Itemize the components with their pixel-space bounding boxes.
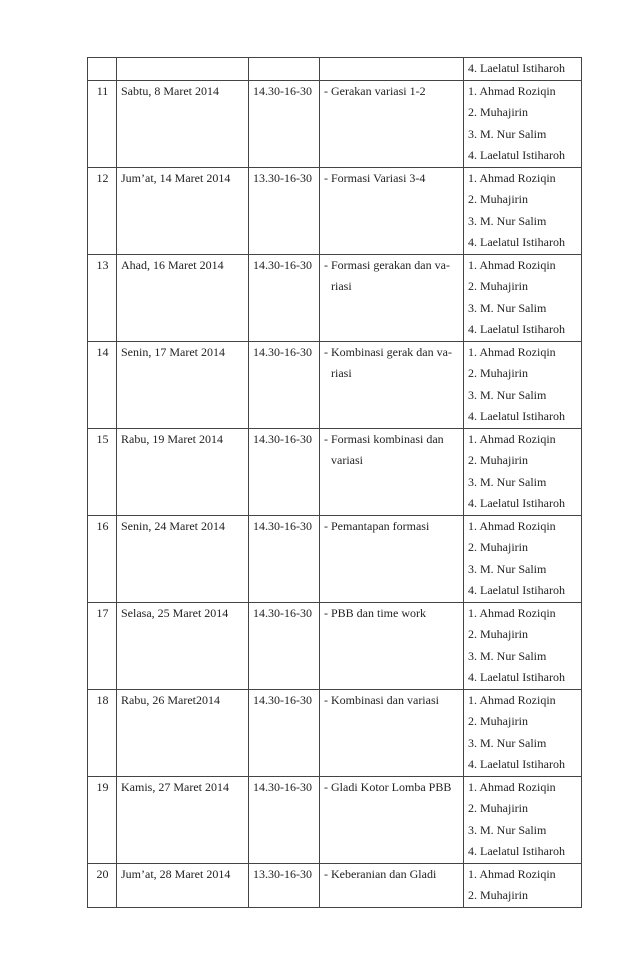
pelatih-line: 1. Ahmad Roziqin: [468, 83, 556, 98]
table-row: [88, 341, 582, 428]
pelatih-line: 4. Laelatul Istiharoh: [468, 235, 565, 249]
cell-no: 16: [88, 515, 117, 602]
kegiatan-line: - Formasi kombinasi dan: [324, 431, 444, 446]
cell-kegiatan: [320, 515, 464, 602]
schedule-table-body: [88, 58, 582, 908]
pelatih-line: 2. Muhajirin: [468, 453, 528, 467]
cell-kegiatan: [320, 602, 464, 689]
pelatih-line: 3. M. Nur Salim: [468, 474, 547, 489]
cell-waktu: 14.30-16-30: [249, 776, 320, 863]
cell-waktu: 14.30-16-30: [249, 515, 320, 602]
table-row: [88, 689, 582, 776]
cell-no: 19: [88, 776, 117, 863]
cell-hari: Jum’at, 28 Maret 2014: [117, 863, 249, 907]
cell-pelatih: [464, 58, 582, 81]
kegiatan-line: - Formasi gerakan dan va-: [324, 257, 450, 272]
cell-hari: Selasa, 25 Maret 2014: [117, 602, 249, 689]
kegiatan-line: - Gerakan variasi 1-2: [324, 83, 426, 98]
pelatih-line: 2. Muhajirin: [468, 888, 528, 902]
cell-kegiatan: [320, 167, 464, 254]
cell-waktu: 14.30-16-30: [249, 689, 320, 776]
cell-no: [88, 58, 117, 81]
cell-kegiatan: [320, 254, 464, 341]
pelatih-line: 2. Muhajirin: [468, 105, 528, 119]
pelatih-line: 1. Ahmad Roziqin: [468, 518, 556, 533]
pelatih-line: 4. Laelatul Istiharoh: [468, 322, 565, 336]
cell-hari: Rabu, 26 Maret2014: [117, 689, 249, 776]
kegiatan-line: riasi: [331, 366, 352, 380]
cell-hari: Kamis, 27 Maret 2014: [117, 776, 249, 863]
kegiatan-line: - Kombinasi dan variasi: [324, 692, 439, 707]
cell-kegiatan: [320, 428, 464, 515]
cell-waktu: 13.30-16-30: [249, 863, 320, 907]
table-row: [88, 515, 582, 602]
cell-pelatih: [464, 863, 582, 907]
kegiatan-line: - Keberanian dan Gladi: [324, 866, 437, 881]
cell-hari: Sabtu, 8 Maret 2014: [117, 80, 249, 167]
cell-pelatih: [464, 80, 582, 167]
pelatih-line: 1. Ahmad Roziqin: [468, 779, 556, 794]
cell-hari: [117, 58, 249, 81]
pelatih-line: 3. M. Nur Salim: [468, 822, 547, 837]
kegiatan-line: - Kombinasi gerak dan va-: [324, 344, 452, 359]
cell-pelatih: [464, 341, 582, 428]
cell-waktu: 14.30-16-30: [249, 80, 320, 167]
table-row: [88, 602, 582, 689]
cell-hari: Senin, 17 Maret 2014: [117, 341, 249, 428]
cell-waktu: [249, 58, 320, 81]
pelatih-line: 1. Ahmad Roziqin: [468, 257, 556, 272]
pelatih-line: 3. M. Nur Salim: [468, 300, 547, 315]
cell-no: 13: [88, 254, 117, 341]
kegiatan-line: - Formasi Variasi 3-4: [324, 170, 426, 185]
cell-pelatih: [464, 689, 582, 776]
pelatih-line: 2. Muhajirin: [468, 192, 528, 206]
pelatih-line: 4. Laelatul Istiharoh: [468, 409, 565, 423]
pelatih-line: 2. Muhajirin: [468, 279, 528, 293]
table-row: [88, 428, 582, 515]
pelatih-line: 3. M. Nur Salim: [468, 126, 547, 141]
pelatih-line: 2. Muhajirin: [468, 540, 528, 554]
pelatih-line: 1. Ahmad Roziqin: [468, 866, 556, 881]
cell-kegiatan: [320, 863, 464, 907]
cell-hari: Jum’at, 14 Maret 2014: [117, 167, 249, 254]
pelatih-line: 3. M. Nur Salim: [468, 561, 547, 576]
pelatih-line: 3. M. Nur Salim: [468, 648, 547, 663]
cell-pelatih: [464, 776, 582, 863]
cell-kegiatan: [320, 776, 464, 863]
cell-kegiatan: [320, 341, 464, 428]
table-row: [88, 58, 582, 81]
kegiatan-line: - PBB dan time work: [324, 605, 426, 620]
pelatih-line: 1. Ahmad Roziqin: [468, 344, 556, 359]
pelatih-line: 3. M. Nur Salim: [468, 735, 547, 750]
pelatih-line: 2. Muhajirin: [468, 801, 528, 815]
table-row: [88, 80, 582, 167]
cell-pelatih: [464, 515, 582, 602]
cell-waktu: 13.30-16-30: [249, 167, 320, 254]
cell-no: 15: [88, 428, 117, 515]
table-row: [88, 863, 582, 907]
kegiatan-line: - Pemantapan formasi: [324, 518, 430, 533]
cell-kegiatan: [320, 80, 464, 167]
cell-pelatih: [464, 167, 582, 254]
pelatih-line: 1. Ahmad Roziqin: [468, 431, 556, 446]
pelatih-line: 1. Ahmad Roziqin: [468, 605, 556, 620]
cell-waktu: 14.30-16-30: [249, 341, 320, 428]
cell-pelatih: [464, 428, 582, 515]
pelatih-line: 4. Laelatul Istiharoh: [468, 61, 565, 75]
cell-no: 14: [88, 341, 117, 428]
pelatih-line: 2. Muhajirin: [468, 627, 528, 641]
pelatih-line: 4. Laelatul Istiharoh: [468, 496, 565, 510]
cell-hari: Ahad, 16 Maret 2014: [117, 254, 249, 341]
pelatih-line: 4. Laelatul Istiharoh: [468, 583, 565, 597]
pelatih-line: 4. Laelatul Istiharoh: [468, 148, 565, 162]
table-row: [88, 776, 582, 863]
schedule-table: [87, 57, 582, 908]
cell-no: 12: [88, 167, 117, 254]
kegiatan-line: - Gladi Kotor Lomba PBB: [324, 779, 452, 794]
cell-no: 18: [88, 689, 117, 776]
pelatih-line: 2. Muhajirin: [468, 714, 528, 728]
pelatih-line: 4. Laelatul Istiharoh: [468, 670, 565, 684]
cell-kegiatan: [320, 58, 464, 81]
cell-waktu: 14.30-16-30: [249, 602, 320, 689]
cell-no: 11: [88, 80, 117, 167]
pelatih-line: 1. Ahmad Roziqin: [468, 170, 556, 185]
cell-hari: Senin, 24 Maret 2014: [117, 515, 249, 602]
kegiatan-line: variasi: [331, 453, 363, 467]
cell-pelatih: [464, 254, 582, 341]
cell-waktu: 14.30-16-30: [249, 254, 320, 341]
pelatih-line: 1. Ahmad Roziqin: [468, 692, 556, 707]
kegiatan-line: riasi: [331, 279, 352, 293]
cell-hari: Rabu, 19 Maret 2014: [117, 428, 249, 515]
cell-pelatih: [464, 602, 582, 689]
pelatih-line: 3. M. Nur Salim: [468, 213, 547, 228]
cell-kegiatan: [320, 689, 464, 776]
table-row: [88, 167, 582, 254]
pelatih-line: 3. M. Nur Salim: [468, 387, 547, 402]
cell-waktu: 14.30-16-30: [249, 428, 320, 515]
pelatih-line: 4. Laelatul Istiharoh: [468, 844, 565, 858]
cell-no: 17: [88, 602, 117, 689]
table-row: [88, 254, 582, 341]
pelatih-line: 4. Laelatul Istiharoh: [468, 757, 565, 771]
pelatih-line: 2. Muhajirin: [468, 366, 528, 380]
cell-no: 20: [88, 863, 117, 907]
